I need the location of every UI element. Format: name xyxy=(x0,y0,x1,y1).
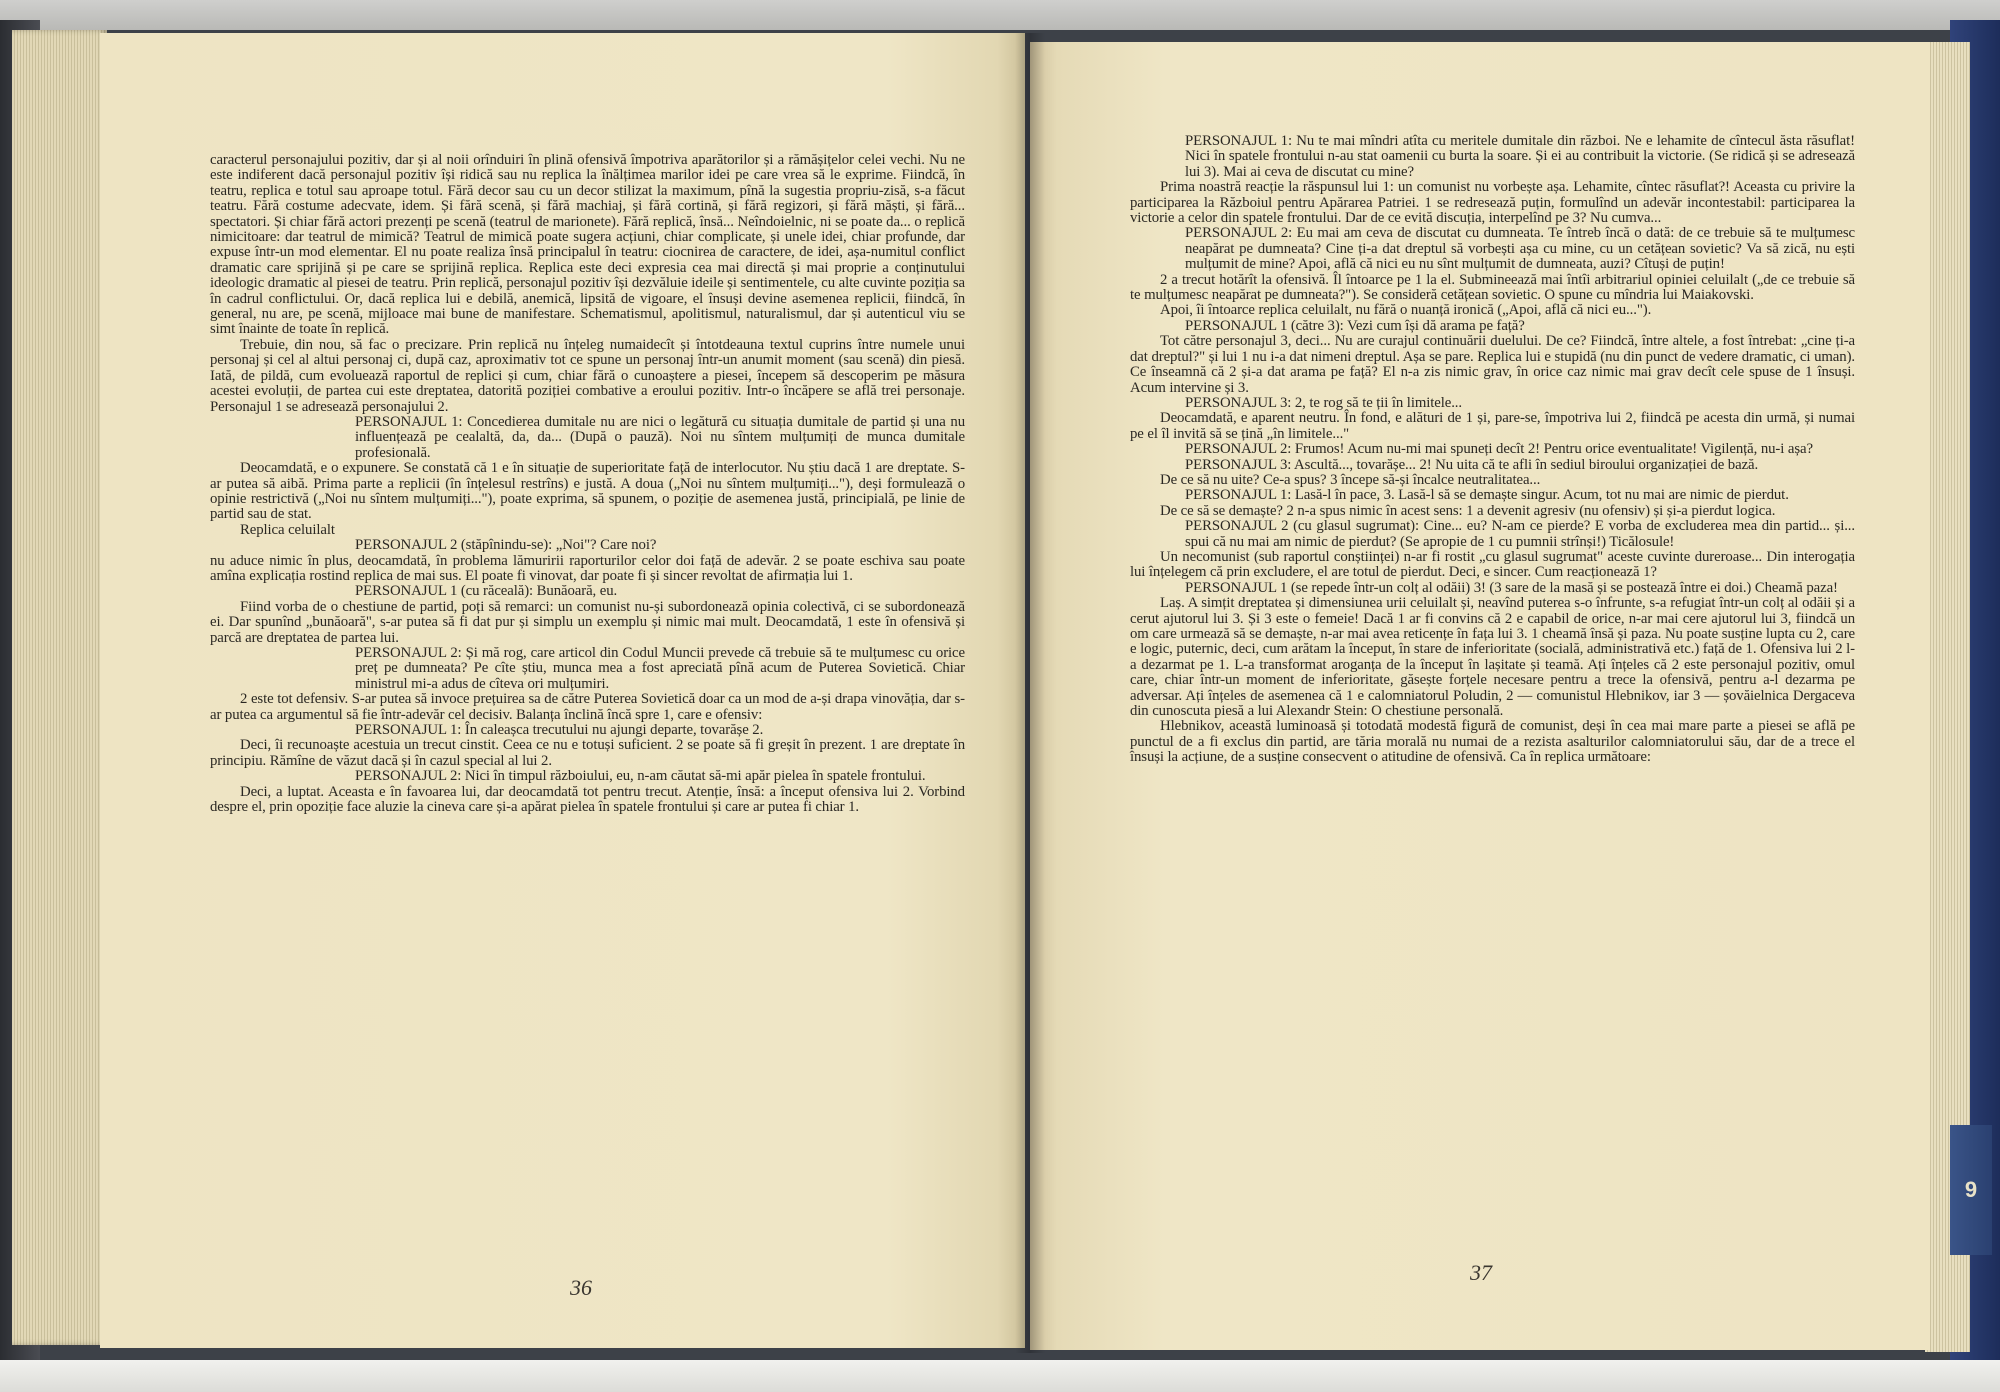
right-page-text xyxy=(1130,134,1855,766)
paragraph: PERSONAJUL 1: Concedierea dumitale nu are nici o legătură cu situația dumitale de partid și una nu influențează pe cealaltă, da, da... (După o pauză). Noi nu sîntem mulțumiți de munca dumitale profesională. xyxy=(355,413,965,461)
thumb-index-tab: 9 xyxy=(1950,1125,1992,1255)
paragraph: PERSONAJUL 1 (către 3): Vezi cum își dă arama pe față? xyxy=(1185,317,1525,334)
paragraph: Un necomunist (sub raportul conștiinței) n-ar fi rostit „cu glasul sugrumat" aceste cuvinte dureroase... Din interogația lui înțelegem că prin excludere, el are totul de pierdut. Deci, e sincer. Cum reacționează 1? xyxy=(1130,548,1855,581)
paragraph: Deci, a luptat. Aceasta e în favoarea lui, dar deocamdată tot pentru trecut. Atenție, însă: a început ofensiva lui 2. Vorbind despre el, prin opoziție face aluzie la cineva care și-a apărat pielea în spatele frontului și care ar putea fi chiar 1. xyxy=(210,783,965,816)
paragraph: Deocamdată, e o expunere. Se constată că 1 e în situație de superioritate față de interlocutor. Nu știu dacă 1 are dreptate. S-ar putea să aibă. Prima parte a replicii (în înțelesul restrîns) e justă. A doua („Noi nu sîntem mulțumiți..."), deși formulează o opinie restrictivă („Noi nu sîntem mulțumiți..."), poate exprima, să spunem, o poziție de asemenea justă, principială, pe linie de partid sau de stat. xyxy=(210,460,965,523)
paragraph: Apoi, îi întoarce replica celuilalt, nu fără o nuanță ironică („Apoi, află că nici eu..."). xyxy=(1160,302,1652,319)
paragraph: PERSONAJUL 2: Nici în timpul războiului, eu, n-am căutat să-mi apăr pielea în spatele frontului. xyxy=(355,768,926,785)
paragraph: PERSONAJUL 1 (se repede într-un colț al odăii) 3! (3 sare de la masă și se postează între ei doi.) Cheamă paza! xyxy=(1185,579,1838,596)
paragraph: PERSONAJUL 3: 2, te rog să te ții în limitele... xyxy=(1185,394,1463,411)
paragraph: PERSONAJUL 2: Și mă rog, care articol din Codul Muncii prevede că trebuie să te mulțumesc cu orice preț pe dumneata? Pe cîte știu, munca mea a fost apreciată pînă acum de Puterea Sovietică. Chiar ministrul mi-a adus de cîteva ori mulțumiri. xyxy=(355,645,965,692)
paragraph: PERSONAJUL 3: Ascultă..., tovarășe... 2! Nu uita că te afli în sediul biroului organizației de bază. xyxy=(1185,456,1759,473)
right-page xyxy=(1030,42,1930,1350)
paragraph: Replica celuilalt xyxy=(240,521,335,538)
paragraph: De ce să se demaște? 2 n-a spus nimic în acest sens: 1 a devenit agresiv (nu ofensiv) și și-a pierdut logica. xyxy=(1160,502,1776,519)
paragraph: Laș. A simțit dreptatea și dimensiunea urii celuilalt și, neavînd puterea s-o înfrunte, s-a refugiat într-un colț al odăii și a cerut ajutorul lui 3. Și 3 este o femeie! Dacă 1 ar fi convins că 2 e capabil de orice, n-ar mai cere ajutorul lui 3, fiindcă un om care urmează să se demaște, n-ar mai avea reticențe în fața lui 3. 1 cheamă însă și paza. Nu poate susține lupta cu 2, care e logic, puternic, deci, cum arătam la început, în stare de inferioritate (socială, administrativă etc.) față de 1. Ofensiva lui 2 l-a dezarmat pe 1. L-a transformat aroganța de la început în lașitate și teamă. Ați înțeles că 2 este personajul pozitiv, omul care, chiar într-un moment de inferioritate, găsește forțele necesare pentru a trece la ofensivă, pentru a-l dezarma pe adversar. Ați înțeles de asemenea că 1 e calomniatorul Poludin, 2 — comunistul Hlebnikov, iar 3 — șovăielnica Dergaceva din cunoscuta piesă a lui Alexandr Stein: O chestiune personală. xyxy=(1130,595,1855,720)
paragraph: nu aduce nimic în plus, deocamdată, în problema lămuririi raporturilor celor doi față de adevăr. 2 se poate eschiva sau poate amîna explicația rostind replica de mai sus. El poate fi vinovat, dar poate fi și sincer revoltat de afirmația lui 1. xyxy=(210,552,965,584)
paragraph: PERSONAJUL 2: Eu mai am ceva de discutat cu dumneata. Te întreb încă o dată: de ce trebuie să te mulțumesc neapărat pe dumneata? Cine ți-a dat dreptul să vorbești așa cu mine, cu un cetățean sovietic? Va să zică, nu ești mulțumit de mine? Apoi, află că nici eu nu sînt mulțumit de dumneata, auzi? Cîtuși de puțin! xyxy=(1185,225,1855,273)
paragraph: PERSONAJUL 2: Frumos! Acum nu-mi mai spuneți decît 2! Pentru orice eventualitate! Vigilență, nu-i așa? xyxy=(1185,441,1813,458)
page-number-right: 37 xyxy=(1470,1260,1492,1285)
paragraph: PERSONAJUL 1: Nu te mai mîndri atîta cu meritele dumitale din război. Ne e lehamite de cîntecul ăsta răsuflat! Nici în spatele frontului n-au stat oamenii cu burta la soare. Și ei au contribuit la victorie. (Se ridică și se adresează lui 3). Mai ai ceva de discutat cu mine? xyxy=(1185,133,1855,180)
book-gutter xyxy=(1015,33,1045,1353)
paragraph: 2 este tot defensiv. S-ar putea să invoce prețuirea sa de către Puterea Sovietică doar ca un mod de a-și drapa vinovăția, dar s-ar putea ca argumentul să fie într-adevăr cel decisiv. Balanța înclină încă spre 1, care e ofensiv: xyxy=(210,691,965,723)
paragraph: Fiind vorba de o chestiune de partid, poți să remarci: un comunist nu-și subordonează opinia colectivă, ci se subordonează ei. Dar spunînd „bunăoară", s-ar putea să fi dat pur și simplu un exemplu și nimic mai mult. Deocamdată, 1 este în ofensivă și parcă are dreptatea de partea lui. xyxy=(210,598,965,646)
paragraph: PERSONAJUL 2 (cu glasul sugrumat): Cine... eu? N-am ce pierde? E vorba de excluderea mea din partid... și... spui că nu mai am nimic de pierdut? (Se apropie de 1 cu pumnii strînși!) Ticălosule! xyxy=(1185,518,1855,550)
left-page-text xyxy=(210,153,965,815)
page-number-left: 36 xyxy=(570,1275,592,1300)
page-stack-left xyxy=(12,30,107,1345)
paragraph: PERSONAJUL 1: Lasă-l în pace, 3. Lasă-l să se demaște singur. Acum, tot nu mai are nimic de pierdut. xyxy=(1185,487,1789,504)
paragraph: 2 a trecut hotărît la ofensivă. Îl întoarce pe 1 la el. Submineează mai întîi arbitrariul opiniei celuilalt („de ce trebuie să te mulțumesc neapărat pe dumneata?"). Se consideră cetățean sovietic. O spune cu mîndria lui Maiakovski. xyxy=(1130,271,1855,304)
paragraph: Hlebnikov, această luminoasă și totodată modestă figură de comunist, deși în cea mai mare parte a piesei se află pe punctul de a fi exclus din partid, are tăria morală nu numai de a rezista asalturilor calomniatorului său, dar de a trece el însuși la acțiune, de a susține consecvent o atitudine de ofensivă. Ca în replica următoare: xyxy=(1130,718,1855,766)
paragraph: Prima noastră reacție la răspunsul lui 1: un comunist nu vorbește așa. Lehamite, cîntec răsuflat?! Aceasta cu privire la participarea la Războiul pentru Apărarea Patriei. 1 se redresează puțin, formulînd un adevăr incontestabil: participarea la victorie a celor din spatele frontului. Dar de ce evită discuția, interpelînd pe 3? Nu cumva... xyxy=(1130,179,1855,227)
paragraph: PERSONAJUL 1: În caleașca trecutului nu ajungi departe, tovarășe 2. xyxy=(355,722,764,739)
paragraph: Trebuie, din nou, să fac o precizare. Prin replică nu înțeleg numaidecît și întotdeauna textul cuprins între numele unui personaj și cel al altui personaj ci, după caz, aproximativ tot ce spune un personaj într-un anumit moment (sau scenă) din piesă. Iată, de pildă, cum evoluează raportul de replici și cum, chiar fără o cunoaștere a piesei, începem să descoperim pe măsura acestei evoluții, de partea cui este dreptatea, datorită poziției combative a eroului pozitiv. Intr-o încăpere se află trei personaje. Personajul 1 se adresează personajului 2. xyxy=(210,336,965,415)
left-page xyxy=(100,33,1025,1348)
paragraph: De ce să nu uite? Ce-a spus? 3 începe să-și încalce neutralitatea... xyxy=(1160,471,1541,488)
paragraph: PERSONAJUL 1 (cu răceală): Bunăoară, eu. xyxy=(355,583,618,600)
paragraph: Tot către personajul 3, deci... Nu are curajul continuării duelului. De ce? Fiindcă, între altele, a fost întrebat: „cine ți-a dat dreptul?" și lui 1 nu i-a dat nimeni dreptul. Așa se pare. Replica lui e stupidă (nu din punct de vedere dramatic, ci uman). Ce înseamnă că 2 și-a dat arama pe față? El n-a zis nimic grav, în orice caz nimic mai grav decît cele spuse de 1 însuși. Acum intervine și 3. xyxy=(1130,333,1855,396)
paragraph: Deci, îi recunoaște acestuia un trecut cinstit. Ceea ce nu e totuși suficient. 2 se poate să fi greșit în prezent. 1 are dreptate în principiu. Rămîne de văzut dacă și în cazul special al lui 2. xyxy=(210,737,965,769)
book-cover-top xyxy=(0,0,2000,30)
paragraph: Deocamdată, e aparent neutru. În fond, e alături de 1 și, pare-se, împotriva lui 2, fiindcă pe acesta din urmă, și numai pe el îl invită să se țină „în limitele..." xyxy=(1130,410,1855,442)
scan-background-bottom xyxy=(0,1360,2000,1392)
paragraph: caracterul personajului pozitiv, dar și al noii orînduiri în plină ofensivă împotriva aparătorilor și a rămășițelor celei vechi. Nu ne este indiferent dacă personajul pozitiv își ridică sau nu replica la înălțimea marilor idei pe care vrea să le exprime. Fiindcă, în teatru, replica e totul sau aproape totul. Fără decor sau cu un decor stilizat la maximum, pînă la sugestia propriu-zisă, s-a făcut teatru. Fără costume adecvate, idem. Și fără scenă, și fără machiaj, și fără cortină, și fără regizori, și fără măști, și fără... spectatori. Și chiar fără actori prezenți pe scenă (teatrul de marionete). Fără replică, însă... Neîndoielnic, ni se poate da... o replică nimicitoare: dar teatrul de mimică? Teatrul de mimică poate sugera acțiuni, chiar complicate, și unele idei, chiar profunde, dar expuse într-un mod elementar. El nu poate realiza însă principalul în teatru: ciocnirea de caractere, de idei, așa-numitul conflict dramatic care sprijină și pe care se sprijină replica. Replica este deci expresia cea mai directă și mai proprie a conținutului ideologic dramatic al piesei de teatru. Prin replică, personajul pozitiv își dezvăluie ideile și sentimentele, cu alte cuvinte poziția sa în cadrul conflictului. Or, dacă replica lui e debilă, anemică, lipsită de vigoare, el însuși devine asemenea replicii, fiindcă, în general, nu are, pe scenă, mijloace mai bune de manifestare. Schematismul, apolitismul, naturalismul, dar și autenticul viu se simt înainte de toate în replică. xyxy=(210,152,965,338)
paragraph: PERSONAJUL 2 (stăpînindu-se): „Noi"? Care noi? xyxy=(355,537,657,554)
